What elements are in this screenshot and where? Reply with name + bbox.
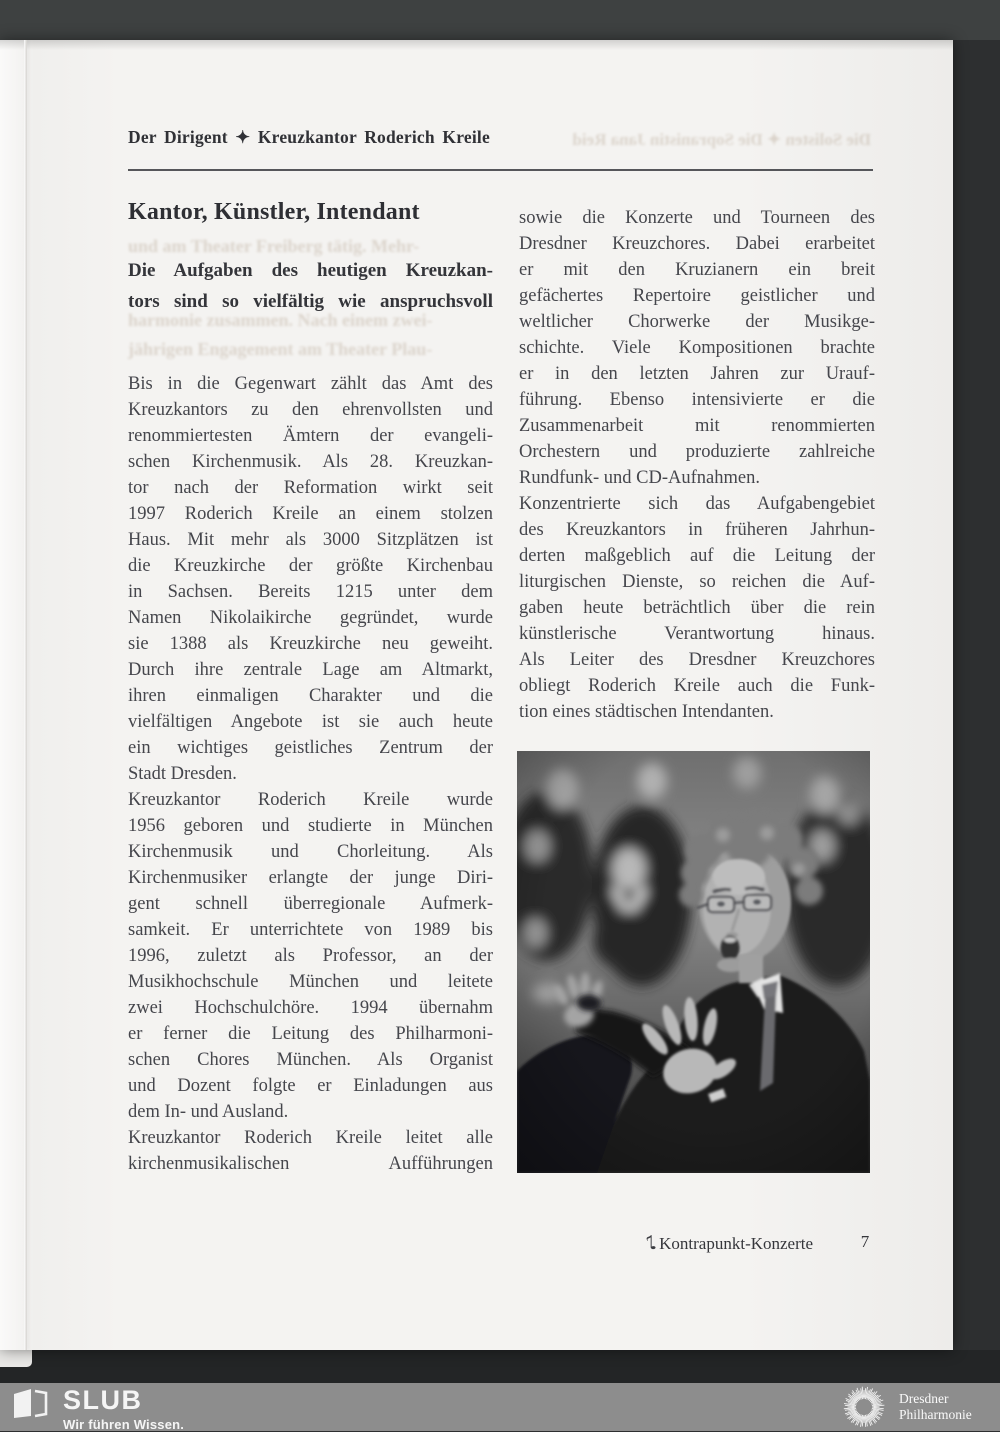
bleedthrough-header: Die Solisten ✦ Die Sopranistin Jana Reid <box>572 130 871 149</box>
text-line: sie 1388 als Kreuzkirche neu geweiht. <box>128 634 493 654</box>
text-line: Durch ihre zentrale Lage am Altmarkt, <box>128 660 493 680</box>
slub-logo <box>12 1387 184 1432</box>
partner-name-line1: Dresdner <box>899 1391 949 1406</box>
text-line: tion eines städtischen Intendanten. <box>519 702 774 722</box>
text-line: Bis in die Gegenwart zählt das Amt des <box>128 374 493 394</box>
right-column <box>519 205 875 725</box>
text-line: Kreuzkantors zu den ehrenvollsten und <box>128 400 493 420</box>
text-line: ihren einmaligen Charakter und die <box>128 686 493 706</box>
text-line: Kirchenmusik und Chorleitung. Als <box>128 842 493 862</box>
text-line: schen Chores München. Als Organist <box>128 1050 493 1070</box>
text-line: gefächertes Repertoire geistlicher und <box>519 286 875 306</box>
text-line: Kreuzkantor Roderich Kreile leitet alle <box>128 1128 493 1148</box>
running-header: Der Dirigent ✦ Kreuzkantor Roderich Kreile <box>128 127 490 147</box>
text-line: obliegt Roderich Kreile auch die Funk- <box>519 676 875 696</box>
text-line: Als Leiter des Dresdner Kreuzchores <box>519 650 875 670</box>
text-line: 1956 geboren und studierte in München <box>128 816 493 836</box>
page-footer <box>645 1232 813 1254</box>
page-crease <box>24 40 27 1350</box>
viewer-footer <box>0 1383 1000 1431</box>
bleedthrough-line: harmonie zusammen. Nach einem zwei- <box>128 310 433 330</box>
text-line: vielfältigen Angebote ist sie auch heute <box>128 712 493 732</box>
header-rule <box>128 169 873 171</box>
philharmonie-logo <box>842 1385 972 1429</box>
text-line: des Kreuzkantors in früheren Jahrhun- <box>519 520 875 540</box>
text-line: Namen Nikolaikirche gegründet, wurde <box>128 608 493 628</box>
text-line: schichte. Viele Kompositionen brachte <box>519 338 875 358</box>
partner-name <box>899 1391 972 1423</box>
text-line: und Dozent folgte er Einladungen aus <box>128 1076 493 1096</box>
text-line: Rundfunk- und CD-Aufnahmen. <box>519 468 760 488</box>
text-line: künstlerische Verantwortung hinaus. <box>519 624 875 644</box>
left-column <box>128 198 493 1177</box>
slub-tagline: Wir führen Wissen. <box>63 1417 185 1432</box>
text-line: derten maßgeblich auf die Leitung der <box>519 546 875 566</box>
left-column-body <box>128 371 493 1177</box>
conductor-photo-illustration <box>517 751 870 1173</box>
text-line: tor nach der Reformation wirkt seit <box>128 478 493 498</box>
article-subtitle <box>128 255 493 317</box>
text-line: Musikhochschule München und leitete <box>128 972 493 992</box>
text-line: Die Aufgaben des heutigen Kreuzkan- <box>128 260 493 281</box>
text-line: führung. Ebenso intensivierte er die <box>519 390 875 410</box>
text-line: er mit den Kruzianern ein breit <box>519 260 875 280</box>
text-line: Kreuzkantor Roderich Kreile wurde <box>128 790 493 810</box>
text-line: zwei Hochschulchöre. 1994 übernahm <box>128 998 493 1018</box>
slub-text <box>63 1387 184 1432</box>
text-line: Kirchenmusiker erlangte der junge Diri- <box>128 868 493 888</box>
scan-page <box>0 40 953 1350</box>
starburst-icon <box>842 1385 886 1429</box>
text-line: tors sind so vielfältig wie anspruchsvoll <box>128 291 493 312</box>
page-number: 7 <box>860 1232 870 1251</box>
slub-wordmark: SLUB <box>63 1385 143 1415</box>
scanner-top-edge <box>0 0 1000 40</box>
text-line: kirchenmusikalischen Aufführungen <box>128 1154 493 1174</box>
text-line: die Kreuzkirche der größte Kirchenbau <box>128 556 493 576</box>
partner-name-line2: Philharmonie <box>899 1407 972 1422</box>
underlying-page-edge <box>0 1350 32 1367</box>
article-title: Kantor, Künstler, Intendant <box>128 199 420 225</box>
text-line: gent schnell überregionale Aufmerk- <box>128 894 493 914</box>
text-line: renommiertesten Ämtern der evangeli- <box>128 426 493 446</box>
text-line: Stadt Dresden. <box>128 764 237 784</box>
text-line: Orchestern und produzierte zahlreiche <box>519 442 875 462</box>
scanner-bottom-edge <box>0 1350 1000 1383</box>
text-line: Dresdner Kreuzchores. Dabei erarbeitet <box>519 234 875 254</box>
text-line: ein wichtiges geistliches Zentrum der <box>128 738 493 758</box>
book-icon <box>12 1387 50 1419</box>
text-line: gaben heute beträchtlich über die rein <box>519 598 875 618</box>
bleedthrough-line: und am Theater Freiberg tätig. Mehr- <box>128 236 420 256</box>
text-line: er ferner die Leitung des Philharmoni- <box>128 1024 493 1044</box>
text-line: sowie die Konzerte und Tourneen des <box>519 208 875 228</box>
text-line: Zusammenarbeit mit renommierten <box>519 416 875 436</box>
conductor-photo <box>517 751 870 1173</box>
series-title: Kontrapunkt-Konzerte <box>659 1234 814 1253</box>
text-line: samkeit. Er unterrichtete von 1989 bis <box>128 920 493 940</box>
text-line: weltlicher Chorwerke der Musikge- <box>519 312 875 332</box>
text-line: Haus. Mit mehr als 3000 Sitzplätzen ist <box>128 530 493 550</box>
music-note-icon: ♪ <box>645 1232 658 1254</box>
text-line: in Sachsen. Bereits 1215 unter dem <box>128 582 493 602</box>
text-line: schen Kirchenmusik. Als 28. Kreuzkan- <box>128 452 493 472</box>
text-line: liturgischen Dienste, so reichen die Auf- <box>519 572 875 592</box>
text-line: er in den letzten Jahren zur Urauf- <box>519 364 875 384</box>
bleedthrough-line: jährigen Engagement am Theater Plau- <box>128 339 433 359</box>
text-line: dem In- und Ausland. <box>128 1102 289 1122</box>
text-line: 1996, zuletzt als Professor, an der <box>128 946 493 966</box>
text-line: 1997 Roderich Kreile an einem stolzen <box>128 504 493 524</box>
text-line: Konzentrierte sich das Aufgabengebiet <box>519 494 875 514</box>
